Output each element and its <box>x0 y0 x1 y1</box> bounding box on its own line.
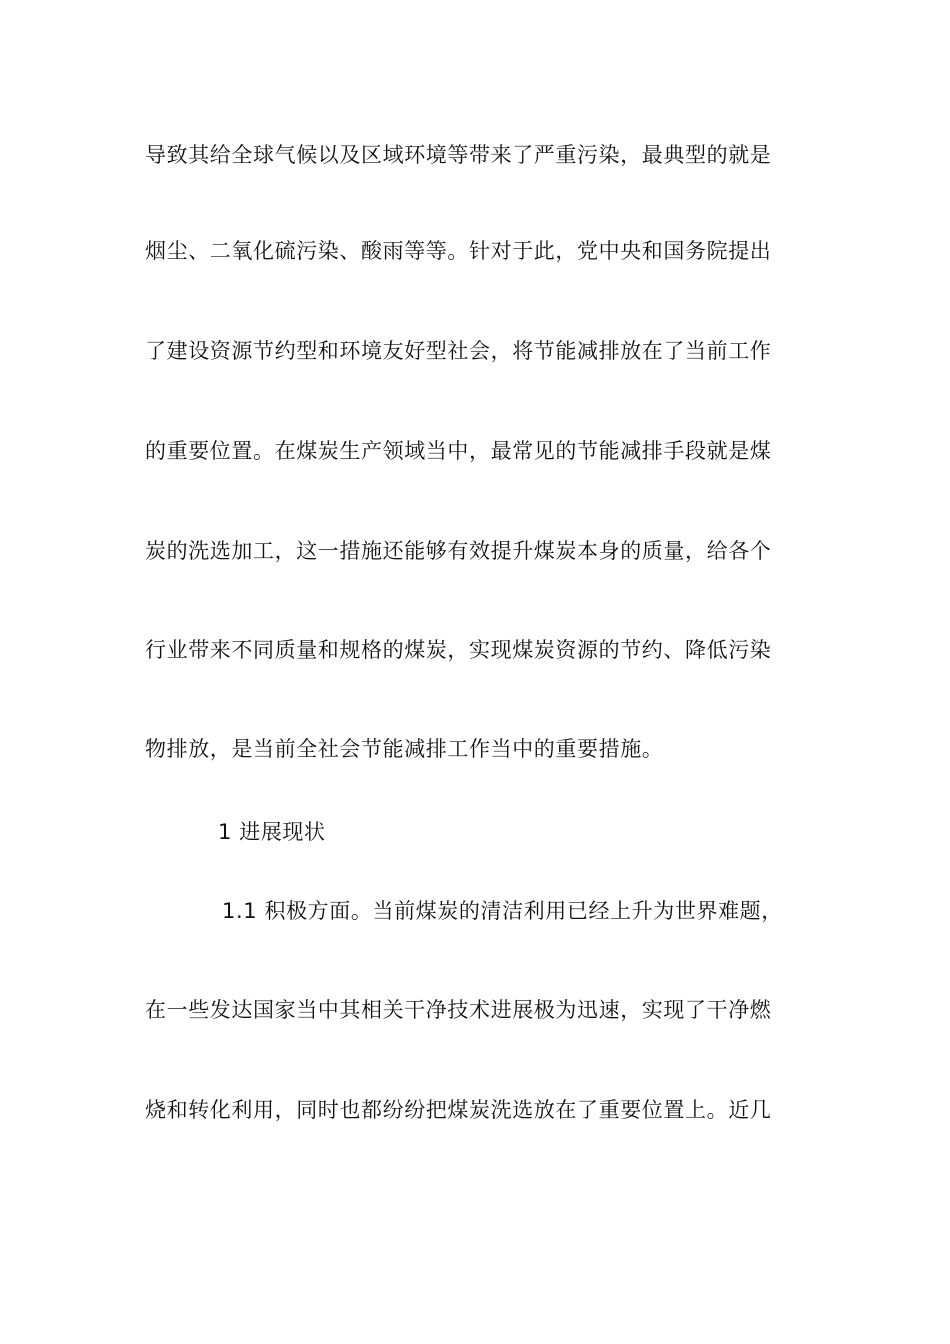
paragraph-line-1: 导致其给全球气候以及区域环境等带来了严重污染，最典型的就是 <box>145 143 772 167</box>
paragraph-line-6: 行业带来不同质量和规格的煤炭，实现煤炭资源的节约、降低污染 <box>145 638 772 662</box>
paragraph-line-2: 烟尘、二氧化硫污染、酸雨等等。针对于此，党中央和国务院提出 <box>145 239 772 263</box>
paragraph-line-3: 了建设资源节约型和环境友好型社会，将节能减排放在了当前工作 <box>145 339 772 363</box>
subsection-line-2: 在一些发达国家当中其相关干净技术进展极为迅速，实现了干净燃 <box>145 998 772 1022</box>
paragraph-line-4: 的重要位置。在煤炭生产领域当中，最常见的节能减排手段就是煤 <box>145 439 772 463</box>
section-heading: 1 进展现状 <box>218 820 326 844</box>
paragraph-line-7: 物排放，是当前全社会节能减排工作当中的重要措施。 <box>145 737 664 761</box>
subsection-line-1: 1.1 积极方面。当前煤炭的清洁利用已经上升为世界难题， <box>222 899 783 923</box>
paragraph-line-5: 炭的洗选加工，这一措施还能够有效提升煤炭本身的质量，给各个 <box>145 539 772 563</box>
subsection-line-3: 烧和转化利用，同时也都纷纷把煤炭洗选放在了重要位置上。近几 <box>145 1098 772 1122</box>
